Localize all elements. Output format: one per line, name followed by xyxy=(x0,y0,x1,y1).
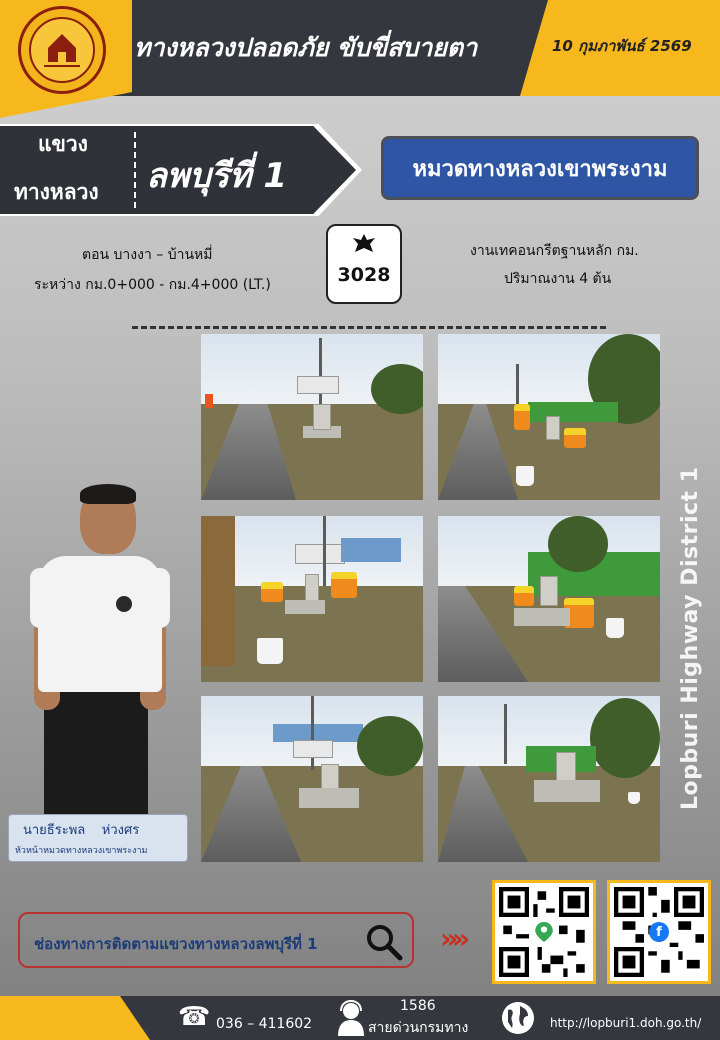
phone-number[interactable]: 036 – 411602 xyxy=(216,1016,313,1032)
work-photo-4 xyxy=(438,516,660,682)
header-title: ทางหลวงปลอดภัย ขับขี่สบายตา xyxy=(134,33,478,62)
work-photo-5 xyxy=(201,696,423,862)
route-number: 3028 xyxy=(337,264,391,286)
department-logo xyxy=(18,6,106,94)
website-link[interactable]: http://lopburi1.doh.go.th/ xyxy=(550,1016,702,1030)
person-portrait xyxy=(30,480,170,850)
emblem-icon xyxy=(40,28,84,72)
double-chevron-icon: »» xyxy=(440,922,465,955)
person-sleeve-right xyxy=(136,568,170,628)
unit-badge: หมวดทางหลวงเขาพระงาม xyxy=(381,136,699,200)
globe-icon xyxy=(500,1000,536,1036)
follow-channels-text: ช่องทางการติดตามแขวงทางหลวงลพบุรีที่ 1 xyxy=(34,935,318,953)
segment-text: ตอน บางงา – บ้านหมี่ xyxy=(82,247,213,263)
name-card xyxy=(8,814,188,862)
dashed-divider xyxy=(132,326,606,329)
qr-code-facebook[interactable] xyxy=(607,880,711,984)
work-quantity: ปริมาณงาน 4 ต้น xyxy=(504,271,612,287)
hotline-agent-icon xyxy=(336,1000,366,1036)
work-photo-2 xyxy=(438,334,660,500)
telephone-icon: ☎ xyxy=(178,1002,211,1032)
hotline-number[interactable]: 1586 xyxy=(400,998,436,1014)
district-divider xyxy=(134,132,136,208)
shirt-logo-icon xyxy=(116,596,132,612)
district-english-label: Lopburi Highway District 1 xyxy=(678,466,703,810)
district-label-line2: ทางหลวง xyxy=(14,180,99,204)
district-name: ลพบุรีที่ 1 xyxy=(146,156,287,196)
district-label-line1: แขวง xyxy=(38,132,88,156)
follow-channels-box[interactable] xyxy=(18,912,414,968)
work-photo-6 xyxy=(438,696,660,862)
range-text: ระหว่าง กม.0+000 - กม.4+000 (LT.) xyxy=(34,277,271,293)
qr-code-maps[interactable] xyxy=(492,880,596,984)
person-hair xyxy=(80,484,136,504)
date-text: 10 กุมภาพันธ์ 2569 xyxy=(552,37,692,55)
work-description: งานเทคอนกรีตฐานหลัก กม. xyxy=(470,243,639,259)
location-pin-icon xyxy=(534,922,554,942)
person-name: นายธีระพล ห่วงศร xyxy=(23,823,140,838)
logo-emblem xyxy=(29,17,95,83)
garuda-icon xyxy=(351,232,377,256)
work-photo-1 xyxy=(201,334,423,500)
search-icon[interactable] xyxy=(364,922,404,962)
work-photo-3 xyxy=(201,516,423,682)
person-role: หัวหน้าหมวดทางหลวงเขาพระงาม xyxy=(15,846,148,856)
route-badge xyxy=(326,224,402,304)
person-sleeve-left xyxy=(30,568,64,628)
facebook-icon: f xyxy=(649,922,669,942)
hotline-label: สายด่วนกรมทาง xyxy=(368,1020,469,1036)
